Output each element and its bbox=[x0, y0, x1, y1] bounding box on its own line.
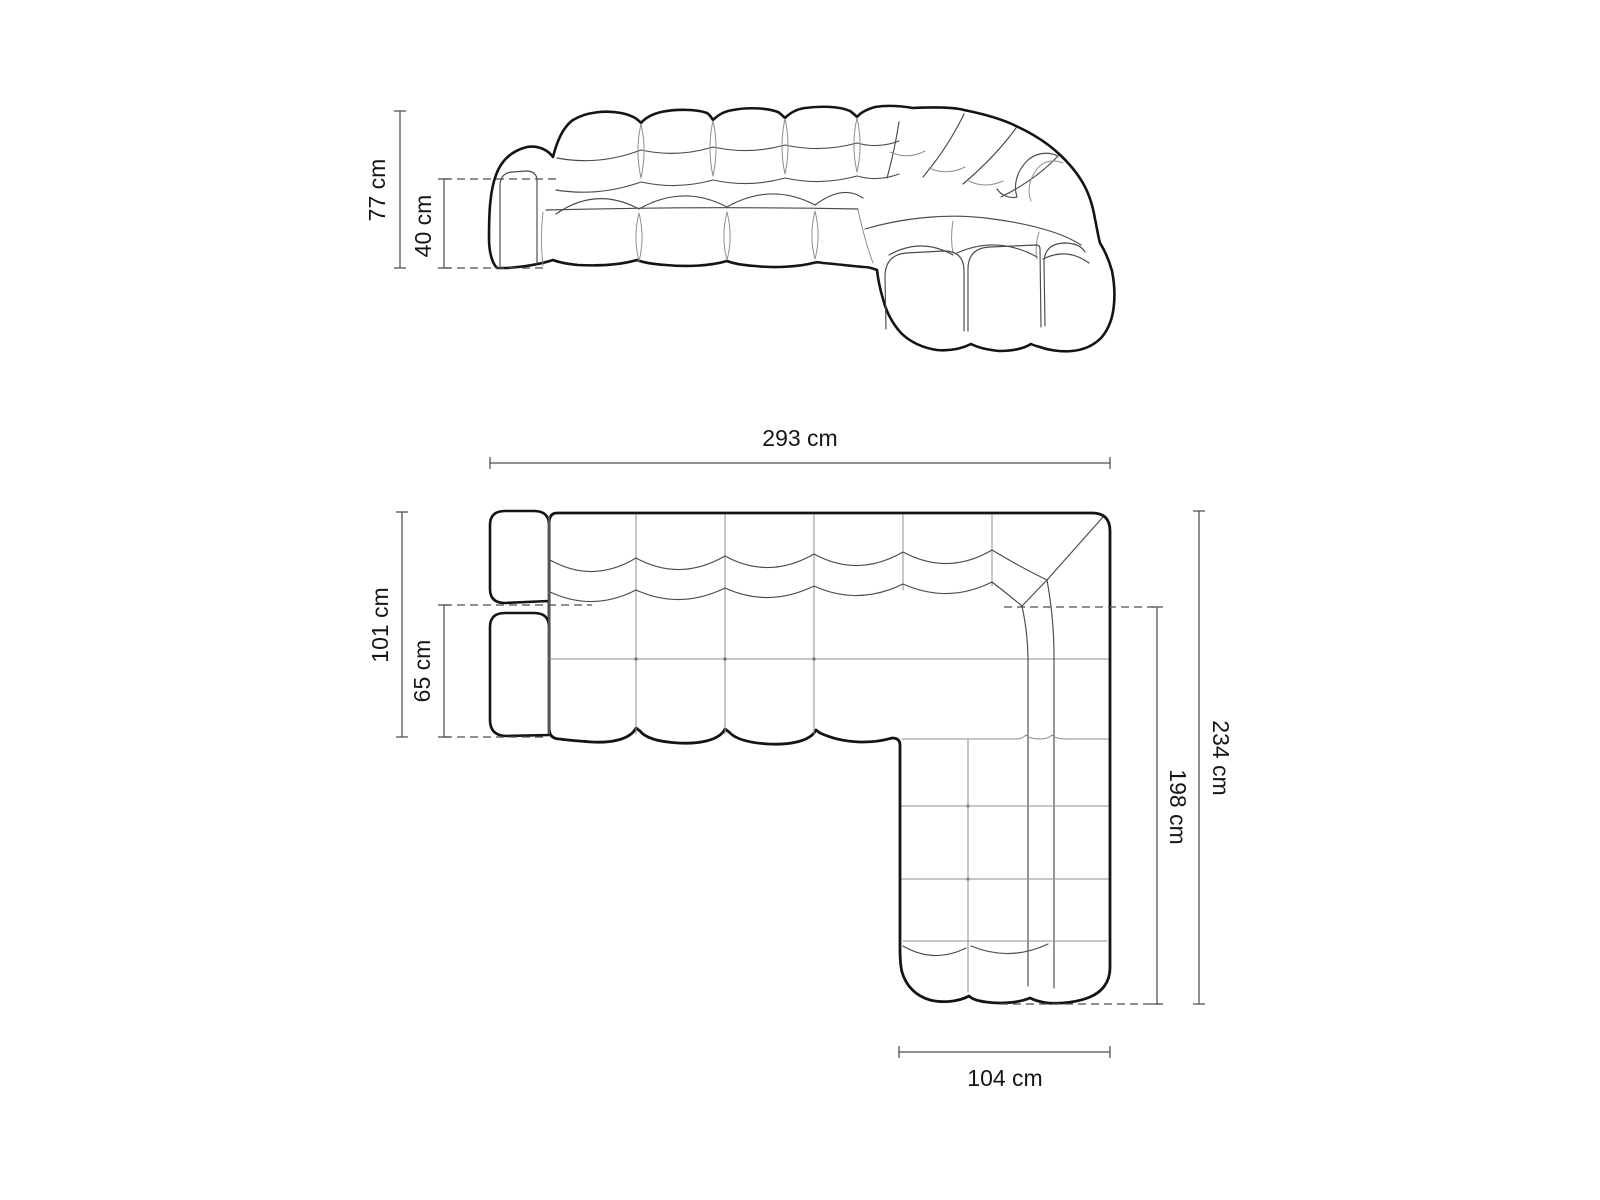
dimension-height-total bbox=[364, 111, 406, 268]
dimension-label-width-total: 293 cm bbox=[762, 425, 838, 451]
dimension-width-total bbox=[490, 425, 1110, 469]
dimension-chaise-width bbox=[899, 1046, 1110, 1091]
dimension-label-seat-depth: 65 cm bbox=[409, 639, 435, 703]
dimension-depth-total bbox=[367, 512, 408, 737]
plan-body-outline bbox=[549, 513, 1110, 1003]
front-elevation-view bbox=[489, 106, 1114, 351]
dimension-label-length-right-total: 234 cm bbox=[1208, 720, 1234, 796]
top-plan-view bbox=[490, 511, 1110, 1003]
dimension-label-length-right-inner: 198 cm bbox=[1165, 769, 1191, 845]
dimension-label-height-total: 77 cm bbox=[364, 158, 390, 222]
elevation-sofa-outline bbox=[489, 106, 1114, 351]
dimension-length-right-total bbox=[1193, 511, 1234, 1004]
dimension-label-depth-total: 101 cm bbox=[367, 587, 393, 663]
plan-armrest-pad-back bbox=[490, 511, 549, 603]
dimension-label-seat-height: 40 cm bbox=[410, 194, 436, 258]
plan-armrest-pad-front bbox=[490, 613, 549, 736]
dimension-label-chaise-width: 104 cm bbox=[967, 1065, 1043, 1091]
